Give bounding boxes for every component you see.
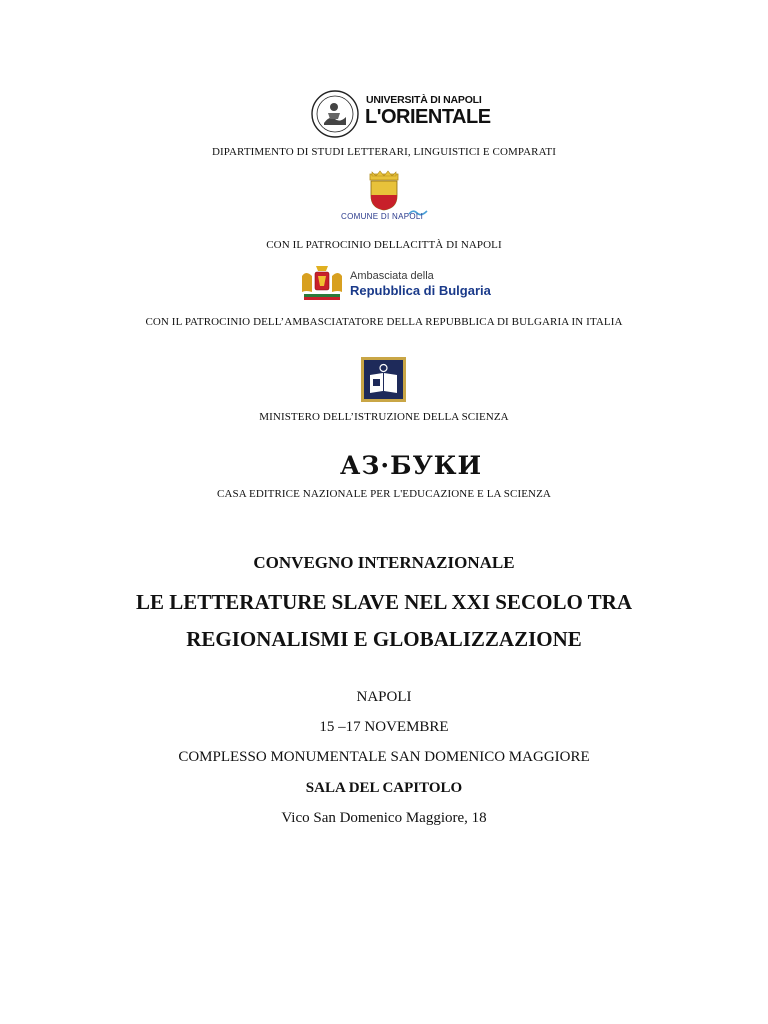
- comune-text: COMUNE DI NAPOLI: [341, 212, 424, 221]
- event-room: SALA DEL CAPITOLO: [305, 780, 463, 796]
- ministry-book-icon: [361, 357, 406, 402]
- embassy-patronage-line: CON IL PATROCINIO DELL’AMBASCIATATORE DELLA REPUBBLICA DI BULGARIA IN ITALIA: [145, 316, 623, 328]
- orientale-line2: L'ORIENTALE: [365, 106, 491, 128]
- city-patronage-line: CON IL PATROCINIO DELLACITTÀ DI NAPOLI: [266, 239, 502, 251]
- ministry-line: MINISTERO DELL’ISTRUZIONE DELLA SCIENZA: [259, 411, 509, 423]
- event-city: NAPOLI: [356, 689, 412, 705]
- orientale-logo: [308, 88, 491, 140]
- bulgaria-coat-of-arms-icon: [296, 262, 348, 304]
- event-title-line2: REGIONALISMI E GLOBALIZZAZIONE: [186, 627, 582, 651]
- orientale-line1: UNIVERSITÀ DI NAPOLI: [366, 94, 482, 106]
- department-line: DIPARTIMENTO DI STUDI LETTERARI, LINGUISTICI E COMPARATI: [212, 146, 556, 158]
- event-title-line1: LE LETTERATURE SLAVE NEL XXI SECOLO TRA: [136, 590, 632, 614]
- event-venue: COMPLESSO MONUMENTALE SAN DOMENICO MAGGIORE: [178, 749, 590, 765]
- bulgaria-line1: Ambasciata della: [350, 270, 434, 282]
- event-address: Vico San Domenico Maggiore, 18: [281, 810, 487, 826]
- bulgaria-embassy-logo: [296, 262, 491, 304]
- azbuki-logo: АЗ·БУКИ: [340, 451, 483, 480]
- event-kicker: CONVEGNO INTERNAZIONALE: [253, 553, 515, 572]
- publisher-line: CASA EDITRICE NAZIONALE PER L'EDUCAZIONE E LA SCIENZA: [217, 488, 551, 500]
- ministry-logo: [361, 357, 406, 402]
- bulgaria-line2: Repubblica di Bulgaria: [350, 283, 491, 298]
- orientale-seal-icon: [310, 89, 360, 139]
- comune-logo: [338, 168, 430, 226]
- event-dates: 15 –17 NOVEMBRE: [319, 719, 449, 735]
